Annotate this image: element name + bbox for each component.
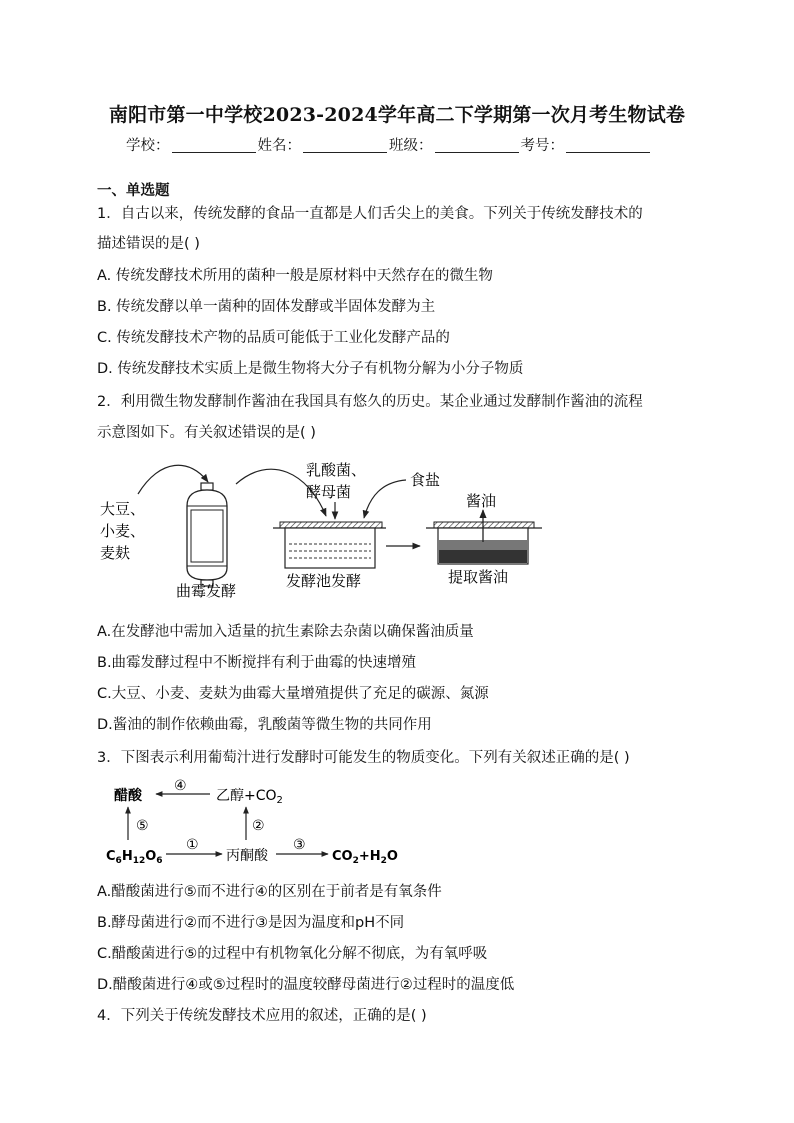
- step-5-label: ⑤: [136, 818, 149, 834]
- q1-option-a: A. 传统发酵技术所用的菌种一般是原材料中天然存在的微生物: [97, 268, 493, 284]
- q3-option-d: D.醋酸菌进行④或⑤过程时的温度较酵母菌进行②过程时的温度低: [97, 977, 515, 993]
- h2o-o-text: O: [386, 849, 398, 864]
- q1-stem-line2: 描述错误的是( ): [97, 236, 200, 252]
- step-pool-fermentation: 发酵池发酵: [286, 572, 362, 590]
- q3-option-b: B.酵母菌进行②而不进行③是因为温度和pH不同: [97, 915, 405, 931]
- step-2-label: ②: [252, 818, 265, 834]
- section-heading: 一、单选题: [97, 183, 170, 199]
- q1-option-c: C. 传统发酵技术产物的品质可能低于工业化发酵产品的: [97, 330, 450, 346]
- q3-stem: 3．下图表示利用葡萄汁进行发酵时可能发生的物质变化。下列有关叙述正确的是( ): [97, 750, 630, 766]
- salt-label: 食盐: [410, 471, 441, 489]
- glucose-c-sub: 6: [115, 856, 122, 866]
- h2o-subscript: 2: [380, 856, 387, 866]
- exam-title: 南阳市第一中学校2023-2024学年高二下学期第一次月考生物试卷: [108, 104, 686, 126]
- q4-stem: 4．下列关于传统发酵技术应用的叙述，正确的是( ): [97, 1008, 427, 1024]
- ethanol-text: 乙醇+CO: [216, 788, 277, 804]
- step-4-label: ④: [174, 778, 187, 794]
- co2-subscript: 2: [352, 856, 359, 866]
- raw-material-wheat: 小麦、: [100, 522, 146, 540]
- raw-material-bran: 麦麸: [100, 544, 131, 562]
- ethanol-co2-subscript: 2: [276, 795, 283, 806]
- step-extract-soy-sauce: 提取酱油: [448, 568, 509, 586]
- q3-option-c: C.醋酸菌进行⑤的过程中有机物氧化分解不彻底，为有氧呼吸: [97, 946, 488, 962]
- koji-fermenter-icon: [187, 483, 227, 586]
- q1-stem-line1: 1．自古以来，传统发酵的食品一直都是人们舌尖上的美食。下列关于传统发酵技术的: [97, 206, 643, 222]
- glucose-o: O: [145, 849, 157, 864]
- plus-h-text: +H: [358, 849, 381, 864]
- number-label: 考号：: [520, 138, 564, 154]
- bacteria-lactic: 乳酸菌、: [306, 461, 367, 479]
- class-label: 班级：: [389, 138, 433, 154]
- q1-option-b: B. 传统发酵以单一菌种的固体发酵或半固体发酵为主: [97, 299, 436, 315]
- pyruvate-label: 丙酮酸: [226, 848, 268, 864]
- step-koji-fermentation: 曲霉发酵: [176, 582, 237, 600]
- q2-option-c: C.大豆、小麦、麦麸为曲霉大量增殖提供了充足的碳源、氮源: [97, 686, 489, 702]
- q1-option-d: D. 传统发酵技术实质上是微生物将大分子有机物分解为小分子物质: [97, 361, 524, 377]
- fermentation-pool-icon: [273, 522, 386, 568]
- ethanol-co2-label: [216, 788, 283, 806]
- q2-option-b: B.曲霉发酵过程中不断搅拌有利于曲霉的快速增殖: [97, 655, 417, 671]
- arrow-raw-to-fermenter: [138, 465, 208, 494]
- product-soy-sauce: 酱油: [466, 492, 497, 510]
- q2-stem-line1: 2．利用微生物发酵制作酱油在我国具有悠久的历史。某企业通过发酵制作酱油的流程: [97, 394, 643, 410]
- school-blank: [172, 138, 256, 153]
- raw-material-soybean: 大豆、: [100, 500, 146, 518]
- glucose-c: C: [106, 849, 116, 864]
- co2-text: CO: [332, 849, 353, 864]
- q2-option-a: A.在发酵池中需加入适量的抗生素除去杂菌以确保酱油质量: [97, 624, 474, 640]
- soy-sauce-process-diagram: [90, 456, 560, 606]
- class-blank: [435, 138, 519, 153]
- acetic-acid-label: 醋酸: [114, 788, 142, 804]
- name-blank: [303, 138, 387, 153]
- fermentation-pathway-diagram: [100, 776, 420, 868]
- bacteria-yeast: 酵母菌: [306, 483, 352, 501]
- glucose-h-sub: 12: [132, 856, 146, 866]
- q3-option-a: A.醋酸菌进行⑤而不进行④的区别在于前者是有氧条件: [97, 884, 442, 900]
- step-3-label: ③: [293, 837, 306, 853]
- glucose-h: H: [121, 849, 133, 864]
- extraction-tank-icon: [426, 522, 542, 564]
- number-blank: [566, 138, 650, 153]
- glucose-formula: [106, 849, 163, 866]
- q2-option-d: D.酱油的制作依赖曲霉，乳酸菌等微生物的共同作用: [97, 717, 432, 733]
- step-1-label: ①: [186, 837, 199, 853]
- name-label: 姓名：: [257, 138, 301, 154]
- school-label: 学校：: [126, 138, 170, 154]
- glucose-o-sub: 6: [156, 856, 163, 866]
- arrow-salt-to-pool: [364, 480, 406, 518]
- co2-h2o-formula: [332, 849, 398, 866]
- q2-stem-line2: 示意图如下。有关叙述错误的是( ): [97, 425, 316, 441]
- student-info-row: [126, 134, 652, 155]
